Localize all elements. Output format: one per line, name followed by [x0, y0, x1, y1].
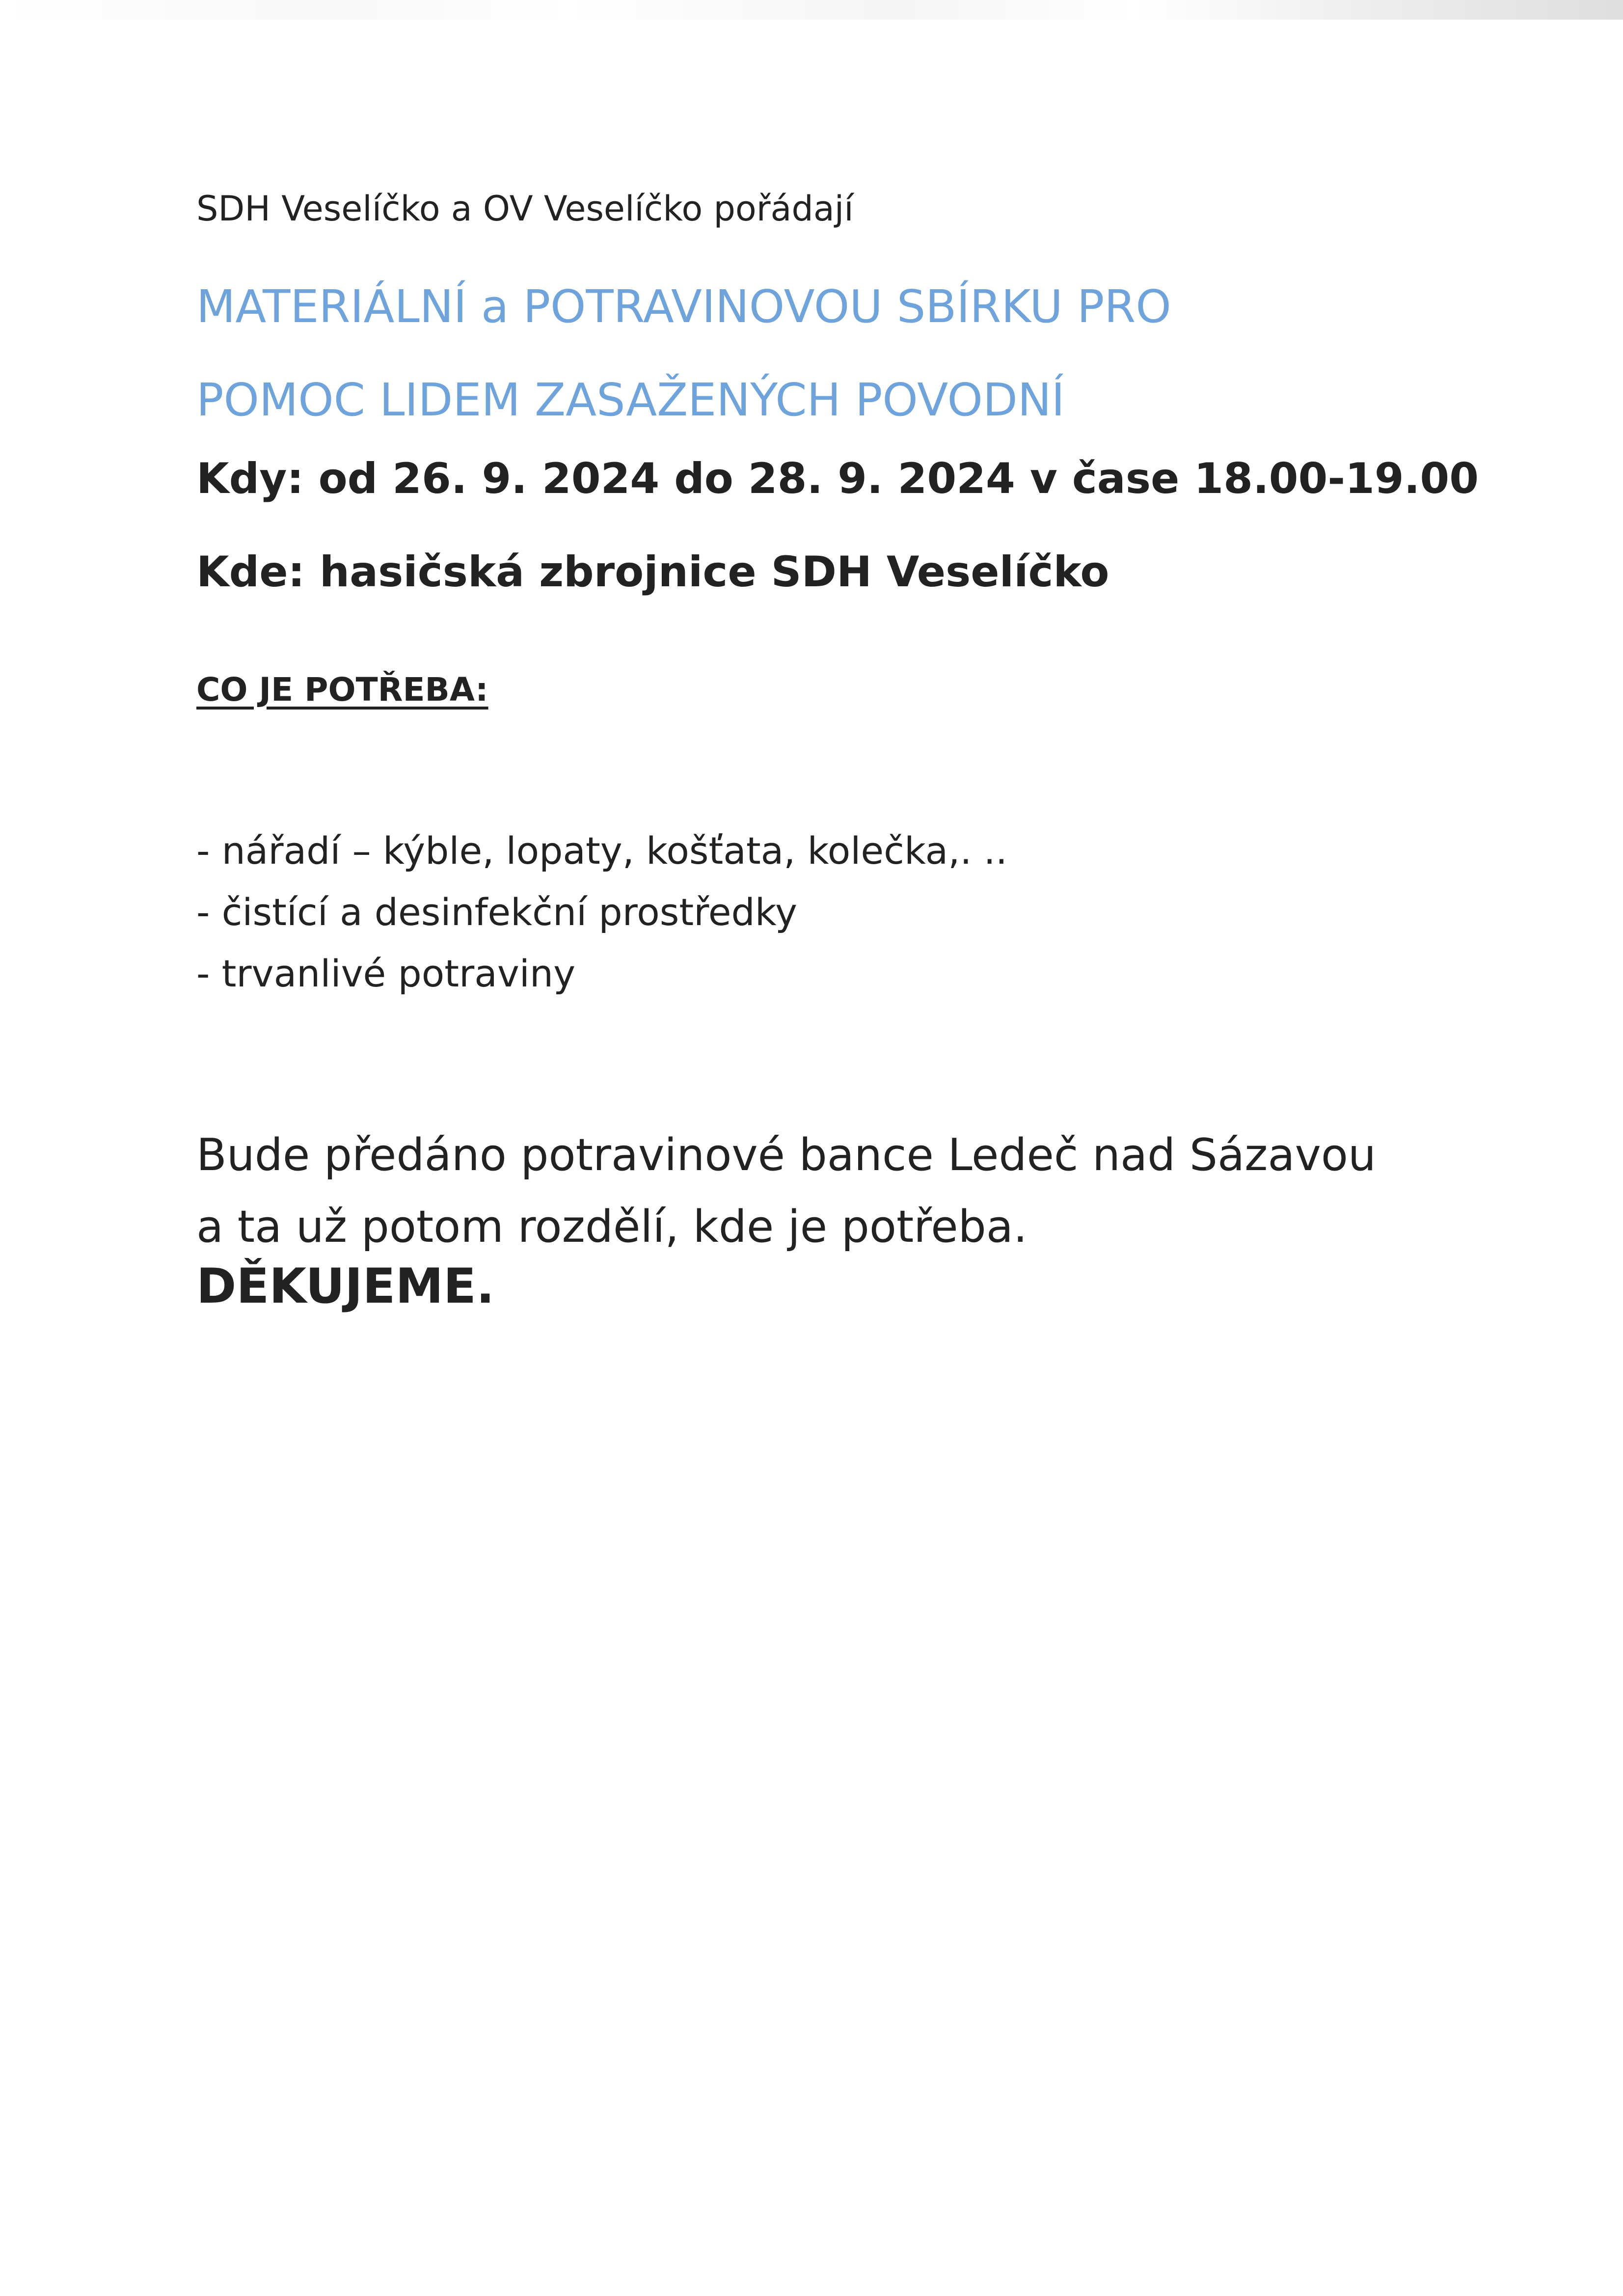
list-item: - čistící a desinfekční prostředky: [196, 890, 797, 934]
needs-heading: CO JE POTŘEBA:: [196, 671, 488, 709]
needs-list: [196, 820, 1007, 1004]
headline-line-1: MATERIÁLNÍ a POTRAVINOVOU SBÍRKU PRO: [196, 280, 1171, 333]
notice-headline: [196, 260, 1171, 447]
handover-note: [196, 1120, 1376, 1263]
handover-line-1: Bude předáno potravinové bance Ledeč nad Sázavou: [196, 1129, 1376, 1181]
event-when: Kdy: od 26. 9. 2024 do 28. 9. 2024 v čase 18.00-19.00: [196, 454, 1479, 503]
headline-line-2: POMOC LIDEM ZASAŽENÝCH POVODNÍ: [196, 374, 1065, 426]
thanks-text: DĚKUJEME.: [196, 1258, 495, 1314]
organizers-line: SDH Veselíčko a OV Veselíčko pořádají: [196, 189, 854, 229]
list-item: - trvanlivé potraviny: [196, 952, 576, 995]
scan-edge-shadow: [0, 0, 1623, 20]
list-item: - nářadí – kýble, lopaty, košťata, kolečka,. ..: [196, 829, 1007, 873]
handover-line-2: a ta už potom rozdělí, kde je potřeba.: [196, 1201, 1028, 1253]
event-where: Kde: hasičská zbrojnice SDH Veselíčko: [196, 547, 1109, 597]
